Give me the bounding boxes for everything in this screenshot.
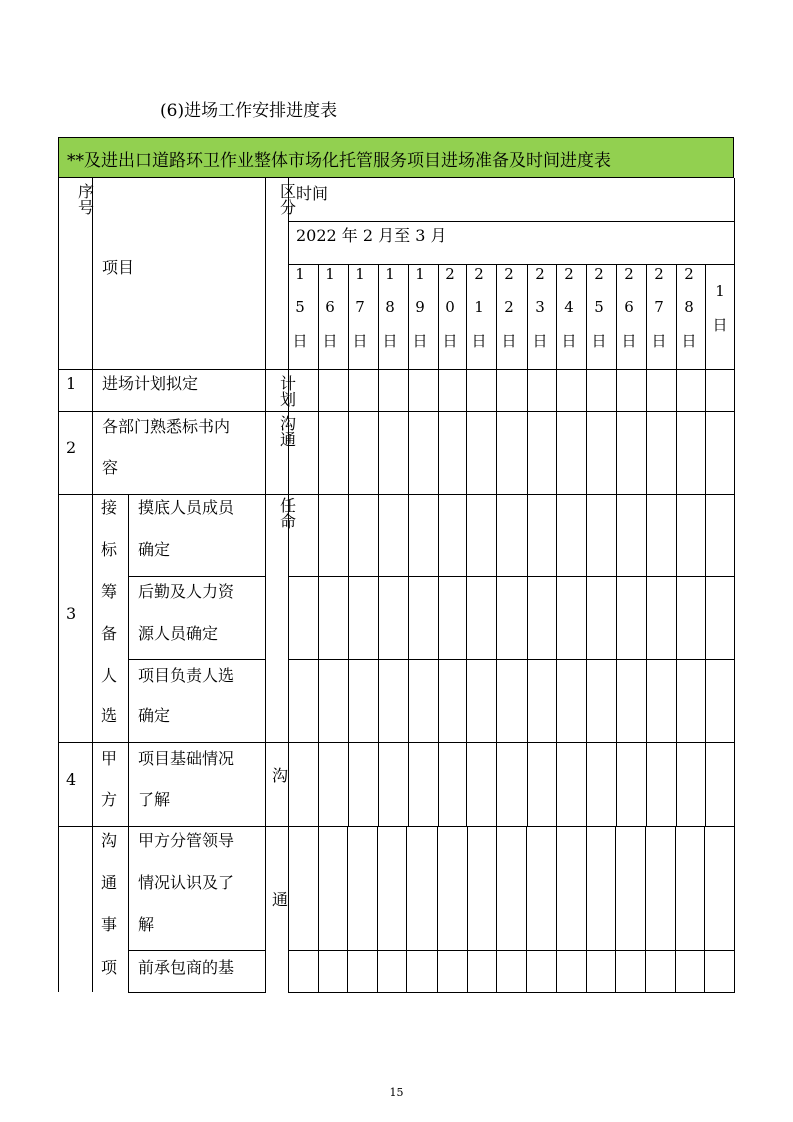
day-unit: 日 (382, 332, 398, 350)
grid-line (438, 264, 439, 743)
row3-seq: 3 (66, 604, 77, 623)
day-digit: 4 (564, 298, 574, 316)
day-unit: 日 (442, 332, 458, 350)
day-digit: 6 (624, 298, 634, 316)
grid-line (556, 826, 557, 993)
day-digit: 2 (564, 265, 574, 283)
grid-line (527, 264, 528, 743)
day-digit: 2 (504, 265, 514, 283)
grid-line (58, 494, 735, 495)
day-unit: 日 (352, 332, 368, 350)
grid-line (92, 178, 93, 992)
day-digit: 2 (654, 265, 664, 283)
grid-line (645, 826, 646, 993)
row2-seq: 2 (66, 438, 77, 457)
day-digit: 2 (535, 265, 545, 283)
row5-sub1-line3: 解 (138, 915, 155, 934)
row5-sub2-line1: 前承包商的基 (138, 958, 235, 977)
grid-line (408, 742, 409, 827)
grid-line (556, 742, 557, 827)
grid-line (406, 826, 407, 993)
grid-line (378, 264, 379, 743)
row5-group-char: 沟 (101, 831, 118, 850)
grid-line (58, 369, 735, 370)
day-digit: 1 (415, 265, 425, 283)
day-digit: 1 (715, 282, 725, 300)
day-unit: 日 (322, 332, 338, 350)
grid-line (496, 264, 497, 743)
row4-seq: 4 (66, 770, 77, 789)
grid-line (466, 742, 467, 827)
day-digit: 1 (474, 298, 484, 316)
table-title-banner (58, 137, 734, 178)
day-digit: 2 (624, 265, 634, 283)
grid-line (377, 826, 378, 993)
grid-line (467, 826, 468, 993)
day-digit: 1 (295, 265, 305, 283)
grid-line (527, 742, 528, 827)
grid-line (347, 826, 348, 993)
day-unit: 日 (681, 332, 697, 350)
day-digit: 2 (594, 265, 604, 283)
header-seq: 序号 (78, 182, 95, 217)
row5-group-char: 通 (101, 873, 118, 892)
day-unit: 日 (501, 332, 517, 350)
table-title: **及进出口道路环卫作业整体市场化托管服务项目进场准备及时间进度表 (67, 151, 611, 171)
day-digit: 7 (355, 298, 365, 316)
grid-line (288, 992, 735, 993)
row1-seq: 1 (66, 374, 77, 393)
row5-sub1-line2: 情况认识及了 (138, 873, 235, 892)
row3-group-char: 选 (101, 706, 118, 725)
grid-line (496, 826, 497, 993)
row5-group-char: 事 (101, 915, 118, 934)
day-digit: 1 (355, 265, 365, 283)
header-category: 区分 (280, 182, 297, 217)
grid-line (675, 826, 676, 993)
row2-category: 沟通 (280, 414, 297, 449)
day-unit: 日 (591, 332, 607, 350)
row3-sub2-line2: 源人员确定 (138, 624, 219, 643)
grid-line (58, 178, 59, 992)
day-digit: 6 (325, 298, 335, 316)
grid-line (586, 742, 587, 827)
row3-group-char: 筹 (101, 582, 118, 601)
row5-sub1-line1: 甲方分管领导 (138, 831, 235, 850)
grid-line (466, 264, 467, 743)
row5-group-char: 项 (101, 958, 118, 977)
grid-line (128, 950, 266, 951)
grid-line (586, 264, 587, 743)
row2-item-line1: 各部门熟悉标书内 (102, 417, 231, 436)
row2-item-line2: 容 (102, 458, 119, 477)
grid-line (128, 576, 266, 577)
day-digit: 5 (295, 298, 305, 316)
grid-line (318, 742, 319, 827)
grid-line (288, 576, 735, 577)
grid-line (646, 742, 647, 827)
day-unit: 日 (561, 332, 577, 350)
row3-sub3-line1: 项目负责人选 (138, 666, 235, 685)
day-digit: 7 (654, 298, 664, 316)
day-digit: 2 (474, 265, 484, 283)
row3-group-char: 人 (101, 666, 118, 685)
grid-line (408, 264, 409, 743)
grid-line (58, 411, 735, 412)
grid-line (646, 264, 647, 743)
grid-line (615, 826, 616, 993)
grid-line (734, 178, 735, 827)
day-digit: 1 (325, 265, 335, 283)
grid-line (705, 264, 706, 743)
day-digit: 2 (504, 298, 514, 316)
grid-line (128, 659, 266, 660)
day-digit: 2 (445, 265, 455, 283)
row4-item-line1: 项目基础情况 (138, 749, 235, 768)
row3-sub1-line2: 确定 (138, 540, 171, 559)
grid-line (378, 742, 379, 827)
grid-line (705, 742, 706, 827)
row3-sub2-line1: 后勤及人力资 (138, 582, 235, 601)
day-digit: 5 (594, 298, 604, 316)
day-digit: 9 (415, 298, 425, 316)
day-digit: 3 (535, 298, 545, 316)
grid-line (437, 826, 438, 993)
grid-line (556, 264, 557, 743)
grid-line (58, 742, 735, 743)
day-unit: 日 (712, 316, 728, 334)
grid-line (265, 178, 266, 992)
row1-category: 计划 (280, 374, 297, 409)
day-digit: 0 (445, 298, 455, 316)
row3-sub1-line1: 摸底人员成员 (138, 498, 235, 517)
grid-line (128, 494, 129, 992)
day-unit: 日 (471, 332, 487, 350)
row4-group-char: 方 (101, 790, 118, 809)
row3-group-char: 备 (101, 624, 118, 643)
grid-line (526, 826, 527, 993)
grid-line (704, 826, 705, 993)
grid-line (586, 826, 587, 993)
row3-category: 任命 (280, 496, 297, 531)
grid-line (128, 992, 266, 993)
row1-item: 进场计划拟定 (102, 374, 199, 393)
day-unit: 日 (292, 332, 308, 350)
day-digit: 8 (684, 298, 694, 316)
grid-line (496, 742, 497, 827)
grid-line (288, 659, 735, 660)
grid-line (318, 264, 319, 743)
page-number: 15 (389, 1086, 404, 1099)
row4-item-line2: 了解 (138, 790, 171, 809)
section-title: (6)进场工作安排进度表 (160, 101, 338, 121)
grid-line (734, 826, 735, 993)
row3-group-char: 标 (101, 540, 118, 559)
row3-sub3-line2: 确定 (138, 706, 171, 725)
grid-line (676, 742, 677, 827)
row4-group-char: 甲 (101, 749, 118, 768)
grid-line (438, 742, 439, 827)
grid-line (616, 742, 617, 827)
row3-group-char: 接 (101, 498, 118, 517)
day-digit: 1 (385, 265, 395, 283)
header-date-range: 2022 年 2 月至 3 月 (296, 226, 447, 245)
grid-line (676, 264, 677, 743)
day-digit: 2 (684, 265, 694, 283)
grid-line (348, 742, 349, 827)
header-time: 时间 (296, 184, 329, 203)
day-digit: 8 (385, 298, 395, 316)
grid-line (288, 221, 735, 222)
grid-line (348, 264, 349, 743)
grid-line (58, 826, 735, 827)
header-item: 项目 (102, 258, 135, 277)
day-unit: 日 (532, 332, 548, 350)
grid-line (318, 826, 319, 993)
day-unit: 日 (651, 332, 667, 350)
grid-line (616, 264, 617, 743)
grid-line (288, 826, 289, 993)
grid-line (288, 950, 735, 951)
row5-category: 通 (272, 890, 289, 909)
day-unit: 日 (412, 332, 428, 350)
row4-category: 沟 (272, 766, 289, 785)
day-unit: 日 (621, 332, 637, 350)
